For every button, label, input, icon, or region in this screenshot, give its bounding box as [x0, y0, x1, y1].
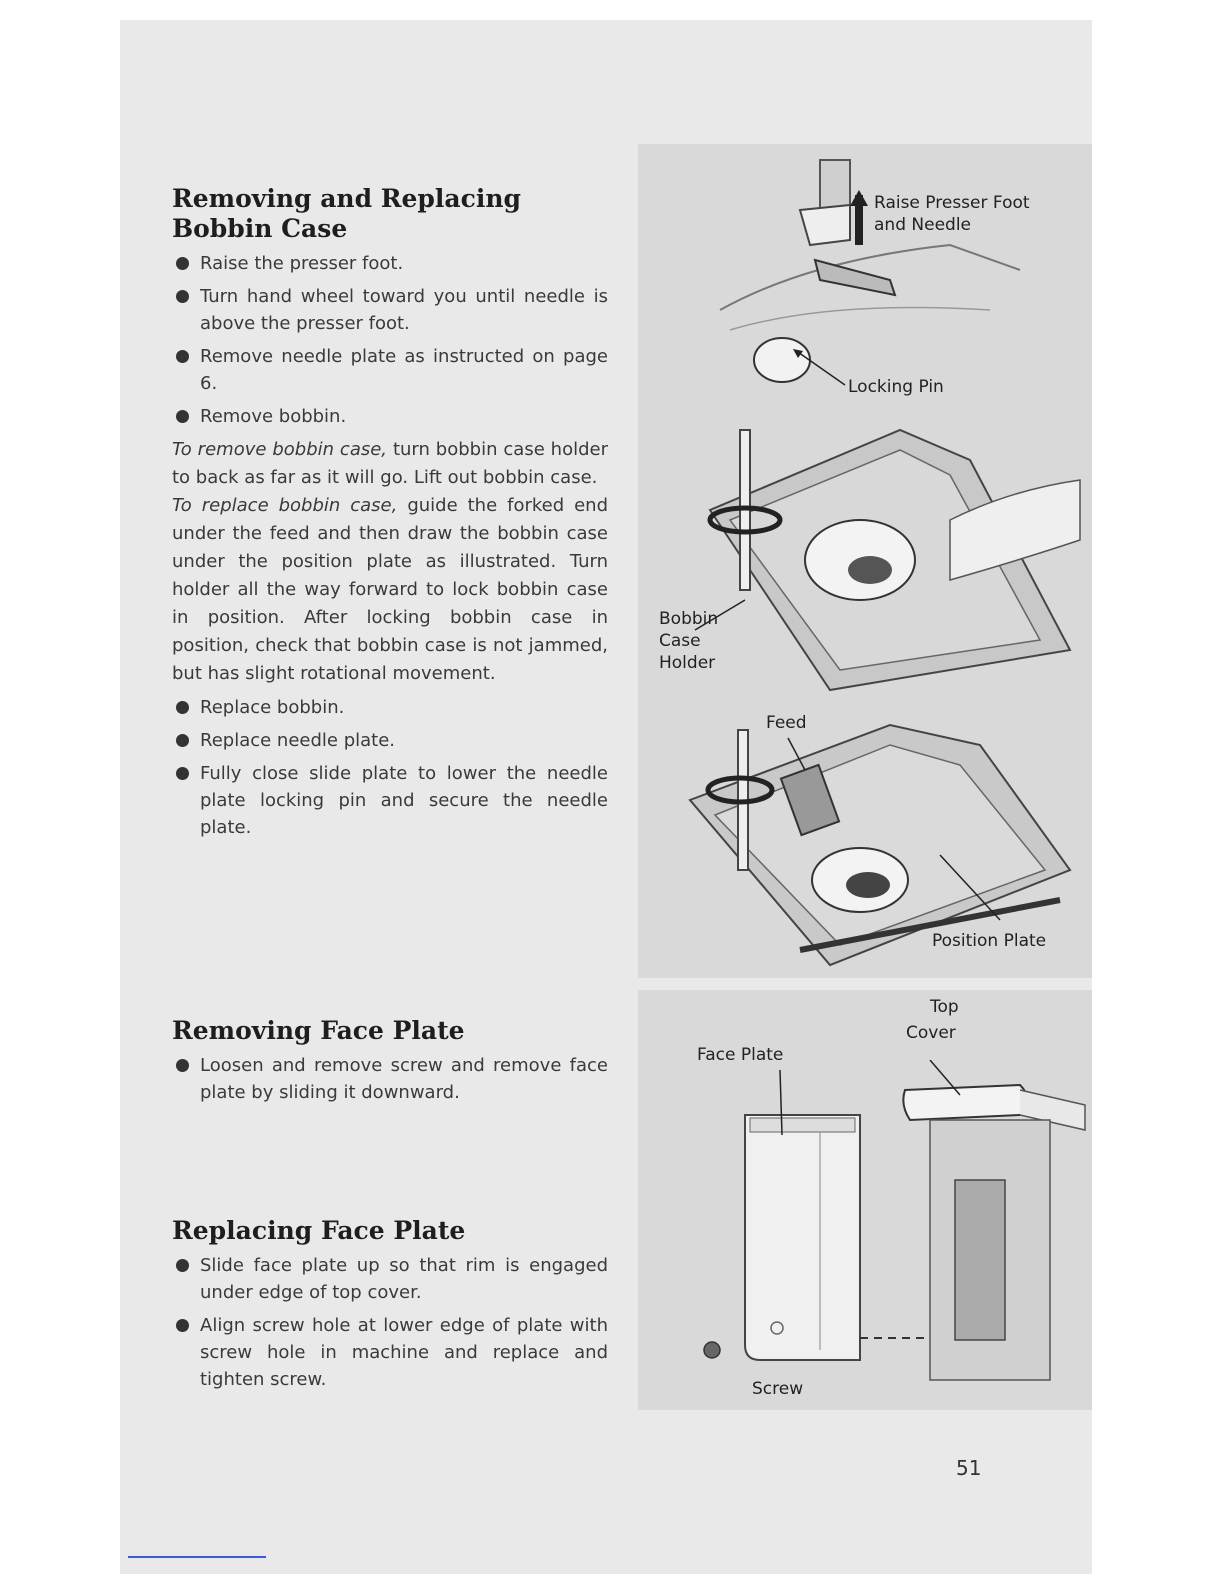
- label-raise-presser-foot: Raise Presser Foot: [874, 193, 1030, 213]
- label-face-plate: Face Plate: [697, 1045, 784, 1065]
- label-and-needle: and Needle: [874, 215, 971, 235]
- label-bobbin: Bobbin: [659, 609, 719, 629]
- label-top: Top: [930, 997, 959, 1017]
- bullet-icon: [176, 1059, 189, 1072]
- bullet-icon: [176, 350, 189, 363]
- label-position-plate: Position Plate: [932, 931, 1047, 951]
- presser-foot-illustration: [690, 150, 1090, 400]
- bullet-icon: [176, 734, 189, 747]
- bullet-icon: [176, 1259, 189, 1272]
- list-item: Align screw hole at lower edge of plate with screw hole in machine and replace and tighten screw.: [172, 1312, 608, 1393]
- bullet-icon: [176, 767, 189, 780]
- list-item: Fully close slide plate to lower the needle plate locking pin and secure the needle plate.: [172, 760, 608, 841]
- label-cover: Cover: [906, 1023, 956, 1043]
- list-item: Remove needle plate as instructed on page 6.: [172, 343, 608, 397]
- list-item: Replace bobbin.: [172, 694, 608, 721]
- label-holder: Holder: [659, 653, 716, 673]
- section-title: Removing and Replacing Bobbin Case: [172, 184, 521, 243]
- section-removing-face-plate: [172, 1016, 608, 1112]
- bullet-icon: [176, 410, 189, 423]
- list-item: Remove bobbin.: [172, 403, 608, 430]
- label-screw: Screw: [752, 1379, 804, 1399]
- bobbin-case-illustration: [650, 420, 1090, 700]
- label-feed: Feed: [766, 713, 807, 733]
- section-bobbin-case: [172, 184, 608, 847]
- list-item: Replace needle plate.: [172, 727, 608, 754]
- paragraph-remove: To remove bobbin case, turn bobbin case holder to back as far as it will go. Lift out bobbin case.: [172, 439, 609, 488]
- section-title: Removing Face Plate: [172, 1016, 465, 1045]
- label-case: Case: [659, 631, 701, 651]
- bullet-icon: [176, 1319, 189, 1332]
- list-item: Turn hand wheel toward you until needle is above the presser foot.: [172, 283, 608, 337]
- panel-divider: [638, 978, 1092, 990]
- bullet-icon: [176, 701, 189, 714]
- section-replacing-face-plate: [172, 1216, 608, 1399]
- footer-rule: [128, 1556, 266, 1558]
- section-title: Replacing Face Plate: [172, 1216, 466, 1245]
- list-item: Raise the presser foot.: [172, 250, 608, 277]
- list-item: Slide face plate up so that rim is engaged under edge of top cover.: [172, 1252, 608, 1306]
- bullet-icon: [176, 290, 189, 303]
- label-locking-pin: Locking Pin: [848, 377, 944, 397]
- page-number: 51: [956, 1456, 982, 1480]
- face-plate-illustration: [690, 1060, 1090, 1400]
- paragraph-replace: To replace bobbin case, guide the forked end under the feed and then draw the bobbin case under the position plate as illustrated. Turn holder all the way forward to lock bobbin case in position. After locking bobbin case in position, check that bobbin case is not jammed, but has slight rotational movement.: [172, 495, 608, 684]
- list-item: Loosen and remove screw and remove face plate by sliding it downward.: [172, 1052, 608, 1106]
- bullet-icon: [176, 257, 189, 270]
